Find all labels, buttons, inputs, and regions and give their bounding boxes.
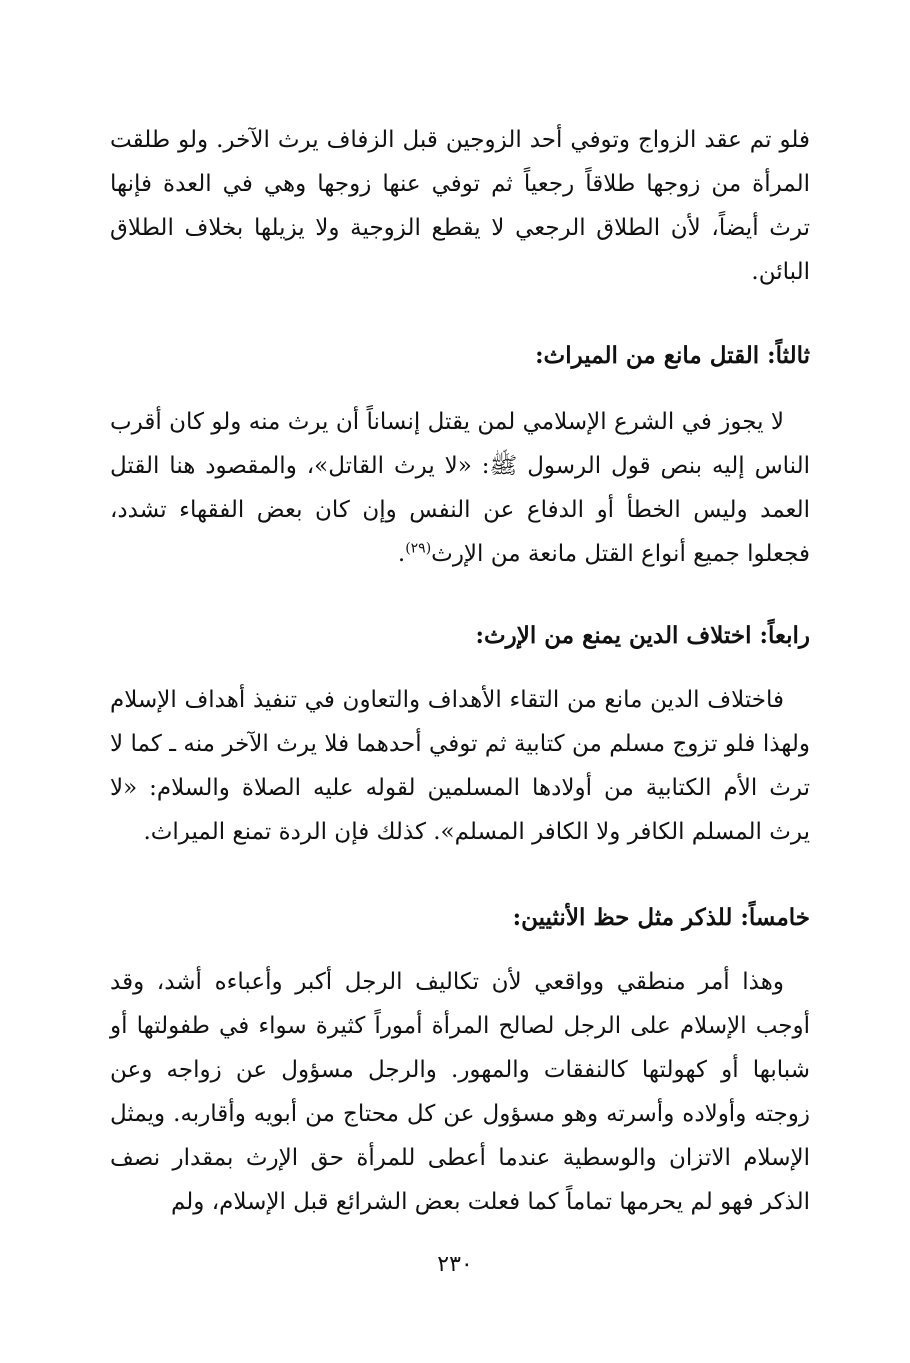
paragraph-killing-barrier — [110, 400, 810, 576]
paragraph-male-share: وهذا أمر منطقي وواقعي لأن تكاليف الرجل أكبر وأعباءه أشد، وقد أوجب الإسلام على الرجل لصالح المرأة أموراً كثيرة سواء في طفولتها أو شبابها أو كهولتها كالنفقات والمهور. والرجل مسؤول عن زواجه وعن زوجته وأولاده وأسرته وهو مسؤول عن كل محتاج من أبويه وأقاربه. ويمثل الإسلام الاتزان والوسطية عندما أعطى للمرأة حق الإرث بمقدار نصف الذكر فهو لم يحرمها تماماً كما فعلت بعض الشرائع قبل الإسلام، ولم — [110, 969, 810, 1215]
heading-male-share: خامساً: للذكر مثل حظ الأنثيين: — [512, 904, 810, 931]
paragraph-inheritance-marriage: فلو تم عقد الزواج وتوفي أحد الزوجين قبل الزفاف يرث الآخر. ولو طلقت المرأة من زوجها طلاقاً رجعياً ثم توفي عنها زوجها وهي في العدة فإنها ترث أيضاً، لأن الطلاق الرجعي لا يقطع الزوجية ولا يزيلها بخلاف الطلاق البائن. — [110, 127, 810, 285]
footnote-reference[interactable]: (٢٩) — [405, 540, 432, 557]
paragraph-killing-end: . — [397, 541, 406, 567]
heading-killing-barrier: ثالثاً: القتل مانع من الميراث: — [535, 342, 810, 369]
paragraph-religion-difference: فاختلاف الدين مانع من التقاء الأهداف والتعاون في تنفيذ أهداف الإسلام ولهذا فلو تزوج مسلم من كتابية ثم توفي أحدهما فلا يرث الآخر منه ـ كما لا ترث الأم الكتابية من أولادها المسلمين لقوله عليه الصلاة والسلام: «لا يرث المسلم الكافر ولا الكافر المسلم». كذلك فإن الردة تمنع الميراث. — [110, 687, 810, 845]
paragraph-killing-text: لا يجوز في الشرع الإسلامي لمن يقتل إنساناً أن يرث منه ولو كان أقرب الناس إليه بنص قول الرسول ﷺ: «لا يرث القاتل»، والمقصود هنا القتل العمد وليس الخطأ أو الدفاع عن النفس وإن كان بعض الفقهاء تشدد، فجعلوا جميع أنواع القتل مانعة من الإرث — [110, 409, 810, 567]
document-page — [110, 118, 810, 1323]
page-number: ٢٣٠ — [437, 1252, 473, 1277]
heading-religion-difference: رابعاً: اختلاف الدين يمنع من الإرث: — [475, 622, 810, 649]
